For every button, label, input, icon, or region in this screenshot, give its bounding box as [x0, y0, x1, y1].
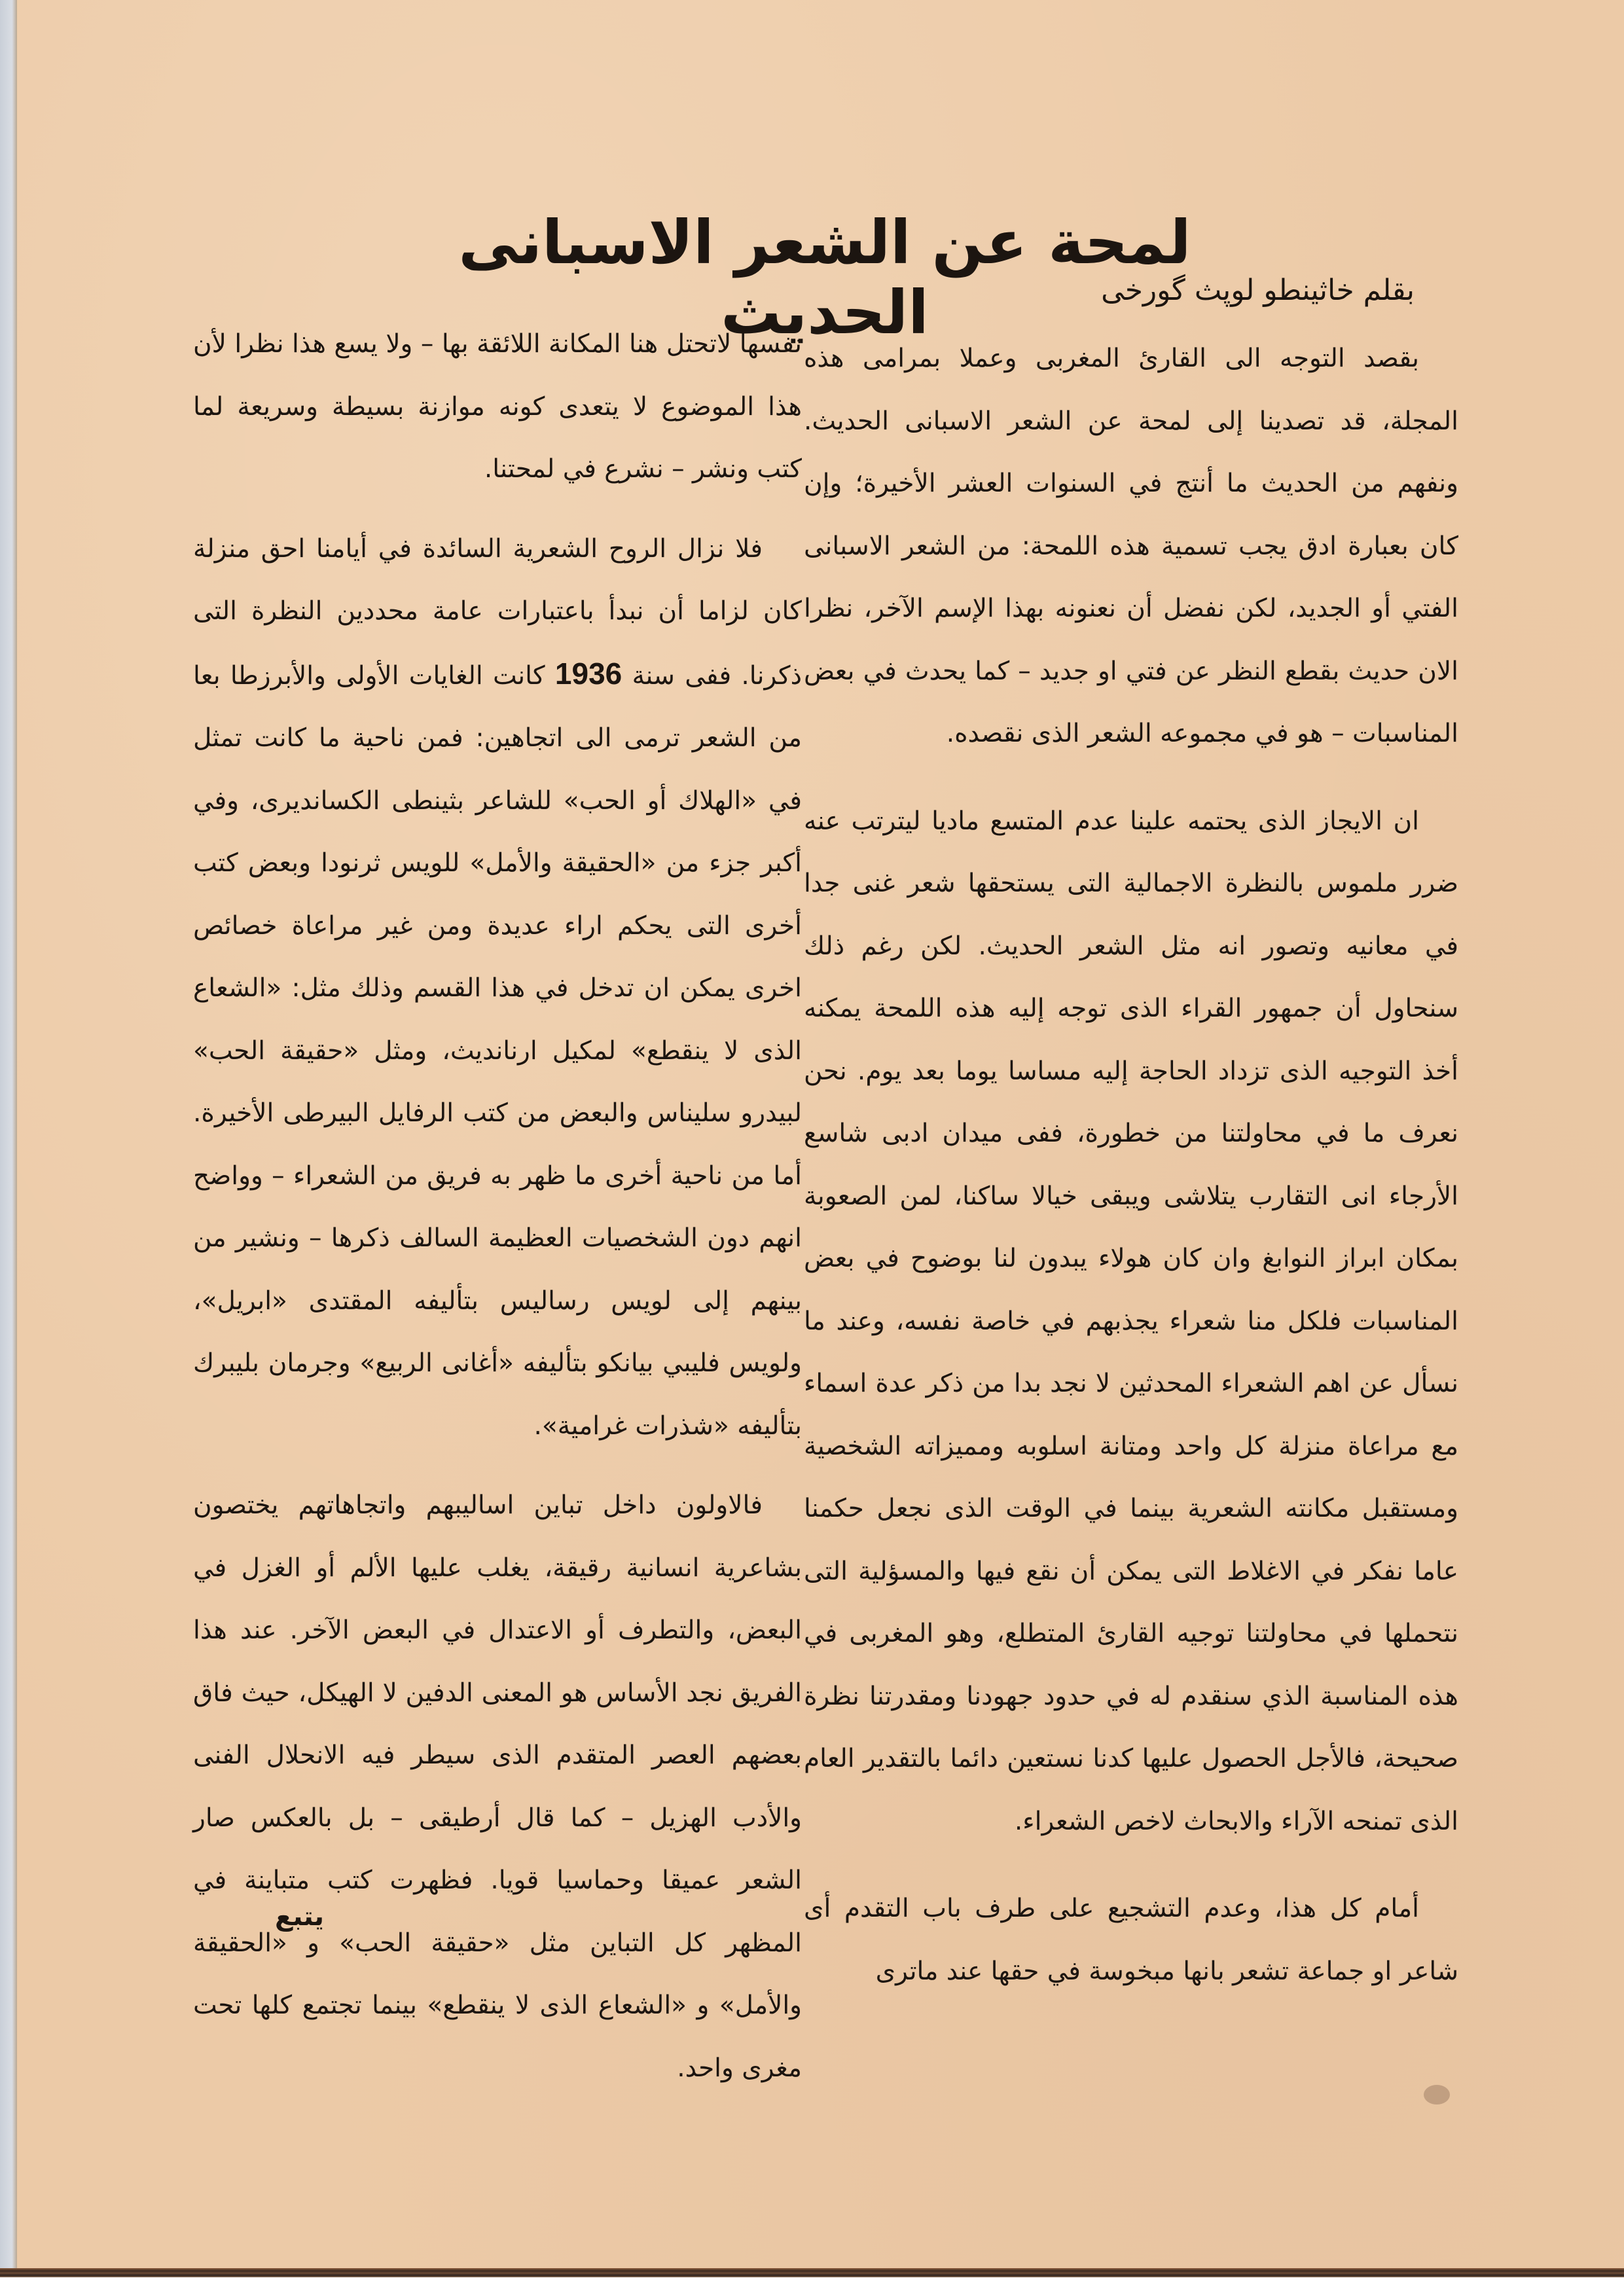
paragraph-text: كانت الغايات الأولى والأبرزطا بعا من الشعر ترمى الى اتجاهين: فمن ناحية ما كانت تمثل في «الهلاك أو الحب» للشاعر بثينطى الكسانديرى، وفي أكبر جزء من «الحقيقة والأمل» للويس ثرنودا وبعض كتب أخرى التى يحكم اراء عديدة ومن غير مراعاة خصائص اخرى يمكن ان تدخل في هذا القسم وذلك مثل: «الشعاع الذى لا ينقطع» لمكيل ارناندیث، ومثل «حقيقة الحب» لبيدرو سليناس والبعض من كتب الرفايل البيرطى الأخيرة. أما من ناحية أخرى ما ظهر به فريق من الشعراء – وواضح انهم دون الشخصيات العظيمة السالف ذكرها – ونشير من بينهم إلى لويس رسالیس بتأليفه المقتدى «ابريل»، ولويس فليبي بيانكو بتأليفه «أغانى الربيع» وجرمان بليبرك بتأليفه «شذرات غرامية». — [193, 660, 802, 1441]
paragraph — [193, 518, 802, 1458]
paragraph: فالاولون داخل تباين اساليبهم واتجاهاتهم يختصون بشاعرية انسانية رقيقة، يغلب عليها الألم أو الغزل في البعض، والتطرف أو الاعتدال في البعض الآخر. عند هذا الفريق نجد الأساس هو المعنى الدفين لا الهيكل، حيث فاق بعضهم العصر المتقدم الذى سيطر فيه الانحلال الفنى والأدب الهزيل – كما قال أرطيقى – بل بالعكس صار الشعر عميقا وحماسيا قويا. فظهرت كتب متباينة في المظهر كل التباين مثل «حقيقة الحب» و «الحقيقة والأمل» و «الشعاع الذى لا ينقطع» بينما تجتمع كلها تحت مغرى واحد. — [193, 1491, 802, 2083]
right-column — [804, 327, 1458, 2002]
continued-label: يتبع — [275, 1902, 324, 1932]
year-number: 1936 — [554, 656, 623, 691]
scan-margin — [0, 0, 17, 2271]
paragraph: نفسها لاتحتل هنا المكانة اللائقة بها – ولا يسع هذا نظرا لأن هذا الموضوع لا يتعدى كونه موازنة بسيطة وسريعة لما كتب ونشر – نشرع في لمحتنا. — [193, 329, 802, 484]
article-title: لمحة عن الشعر الاسبانى الحديث — [458, 207, 1191, 348]
paragraph: ان الايجاز الذى يحتمه علينا عدم المتسع ماديا ليترتب عنه ضرر ملموس بالنظرة الاجمالية التى يستحقها شعر غنى جدا في معانيه وتصور انه مثل الشعر الحديث. لكن رغم ذلك سنحاول أن جمهور القراء الذى توجه إليه هذه اللمحة يمكنه أخذ التوجيه الذى تزداد الحاجة إليه مساسا يوما بعد يوم. نحن نعرف ما في محاولتنا من خطورة، ففى ميدان ادبى شاسع الأرجاء انى التقارب يتلاشى ويبقى خيالا ساكنا، لمن الصعوبة بمكان ابراز النوابغ وان كان هولاء يبدون لنا بوضوح في بعض المناسبات فلكل منا شعراء يجذبهم في خاصة نفسه، وعند ما نسأل عن اهم الشعراء المحدثين لا نجد بدا من ذكر عدة اسماء مع مراعاة منزلة كل واحد ومتانة اسلوبه ومميزاته الشخصية ومستقبل مكانته الشعرية بينما في الوقت الذى نجعل حكمنا عاما نفكر في الاغلاط التى يمكن أن نقع فيها والمسؤلية التى نتحملها في محاولتنا توجيه القارئ المتطلع، وهو المغربى في هذه المناسبة الذي سنقدم له في حدود جهودنا ومقدرتنا نظرة صحيحة، فالأجل الحصول عليها كدنا نستعين دائما بالتقدير العام الذى تمنحه الآراء والابحاث لاخص الشعراء. — [804, 806, 1458, 1836]
paper-stain — [1424, 2085, 1450, 2105]
paragraph: بقصد التوجه الى القارئ المغربى وعملا بمرامى هذه المجلة، قد تصدينا إلى لمحة عن الشعر الاسبانى الحديث. ونفهم من الحديث ما أنتج في السنوات العشر الأخيرة؛ وإن كان بعبارة ادق يجب تسمية هذه اللمحة: من الشعر الاسبانى الفتي أو الجديد، لكن نفضل أن نعنونه بهذا الإسم الآخر، نظرا الان حديث بقطع النظر عن فتي او جديد – كما يحدث في بعض المناسبات – هو في مجموعه الشعر الذى نقصده. — [804, 344, 1458, 748]
author-byline: بقلم خاثينطو لوپث گورخى — [1101, 274, 1415, 307]
paragraph-text: فلا نزال الروح الشعرية السائدة في أيامنا احق منزلة كان لزاما أن نبدأ باعتبارات عامة محددين النظرة التى ذكرنا. ففى سنة — [193, 533, 802, 691]
left-column — [193, 313, 802, 2099]
page-stack-edge — [0, 2268, 1624, 2277]
paragraph: أمام كل هذا، وعدم التشجيع على طرف باب التقدم أى شاعر او جماعة تشعر بانها مبخوسة في حقها عند ماترى — [804, 1894, 1458, 1986]
